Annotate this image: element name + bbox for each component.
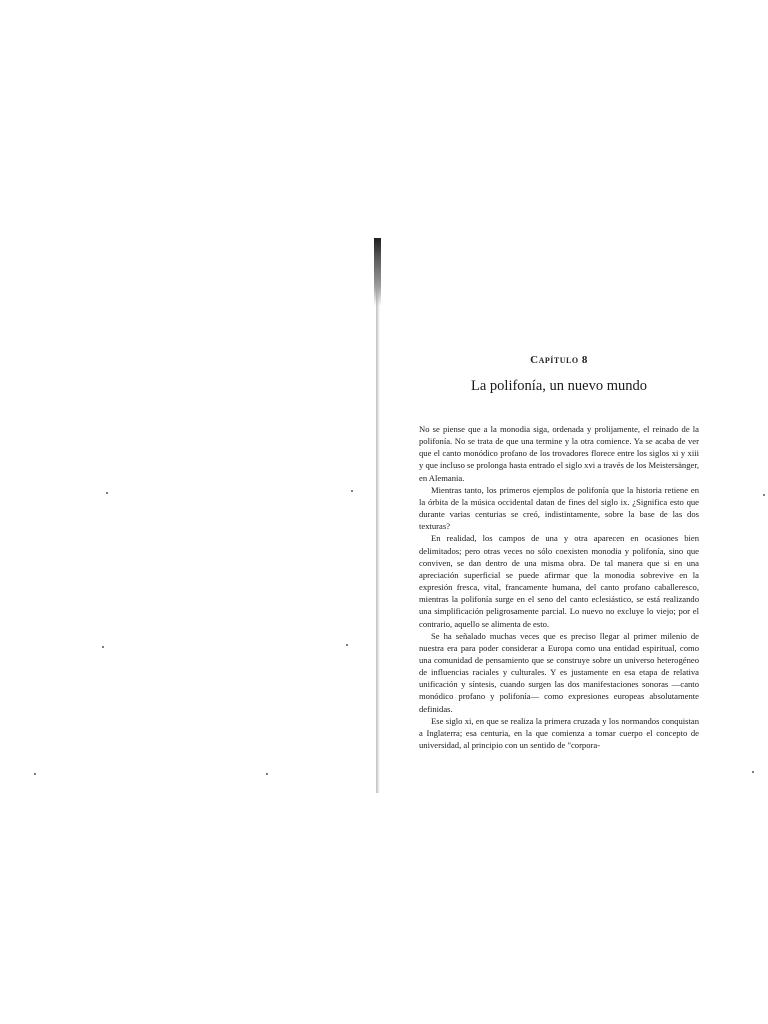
scan-speck <box>752 771 754 773</box>
chapter-title: La polifonía, un nuevo mundo <box>471 378 647 394</box>
scan-speck <box>346 644 348 646</box>
scan-speck <box>763 494 765 496</box>
scan-speck <box>102 646 104 648</box>
right-page <box>419 354 699 751</box>
paragraph: Se ha señalado muchas veces que es preciso llegar al primer milenio de nuestra era para poder considerar a Europa como una entidad espiritual, como una comunidad de pensamiento que se construye sobre un universo heterogéneo de influencias raciales y culturales. Y es justamente en esa etapa de relativa unificación y síntesis, cuando surgen las dos manifestaciones sonoras —canto monódico profano y polifonía— como expresiones europeas absolutamente definidas. <box>419 630 699 714</box>
scan-speck <box>106 492 108 494</box>
book-gutter <box>376 238 380 793</box>
paragraph: Mientras tanto, los primeros ejemplos de polifonía que la historia retiene en la órbita de la música occidental datan de fines del siglo ix. ¿Significa esto que durante varias centurias se creó, indistintamente, sobre la base de las dos texturas? <box>419 484 699 532</box>
paragraph: No se piense que a la monodia siga, ordenada y prolijamente, el reinado de la polifonía. No se trata de que una termine y la otra comience. Ya se acaba de ver que el canto monódico profano de los trovadores florece entre los siglos xi y xiii y que incluso se prolonga hasta entrado el siglo xvi a través de los Meistersänger, en Alemania. <box>419 424 699 483</box>
paragraph: En realidad, los campos de una y otra aparecen en ocasiones bien delimitados; pero otras veces no sólo coexisten monodia y polifonía, sino que conviven, se dan dentro de una misma obra. De tal manera que si en una apreciación superficial se puede afirmar que la monodia sobrevive en la expresión fresca, vital, francamente humana, del canto profano caballeresco, mientras la polifonía surge en el seno del canto eclesiástico, se está realizando una simplificación peligrosamente parcial. Lo nuevo no excluye lo viejo; por el contrario, aquello se alimenta de esto. <box>419 533 699 629</box>
chapter-label: Capítulo 8 <box>530 354 588 366</box>
scan-speck <box>351 490 353 492</box>
scan-speck <box>266 773 268 775</box>
paragraph: Ese siglo xi, en que se realiza la primera cruzada y los normandos conquistan a Inglaterra; esa centuria, en la que comienza a tomar cuerpo el concepto de universidad, al principio con un sentido de "corpora- <box>419 715 699 751</box>
chapter-body <box>419 423 699 751</box>
gutter-shadow-mark <box>374 238 381 306</box>
scan-speck <box>34 773 36 775</box>
